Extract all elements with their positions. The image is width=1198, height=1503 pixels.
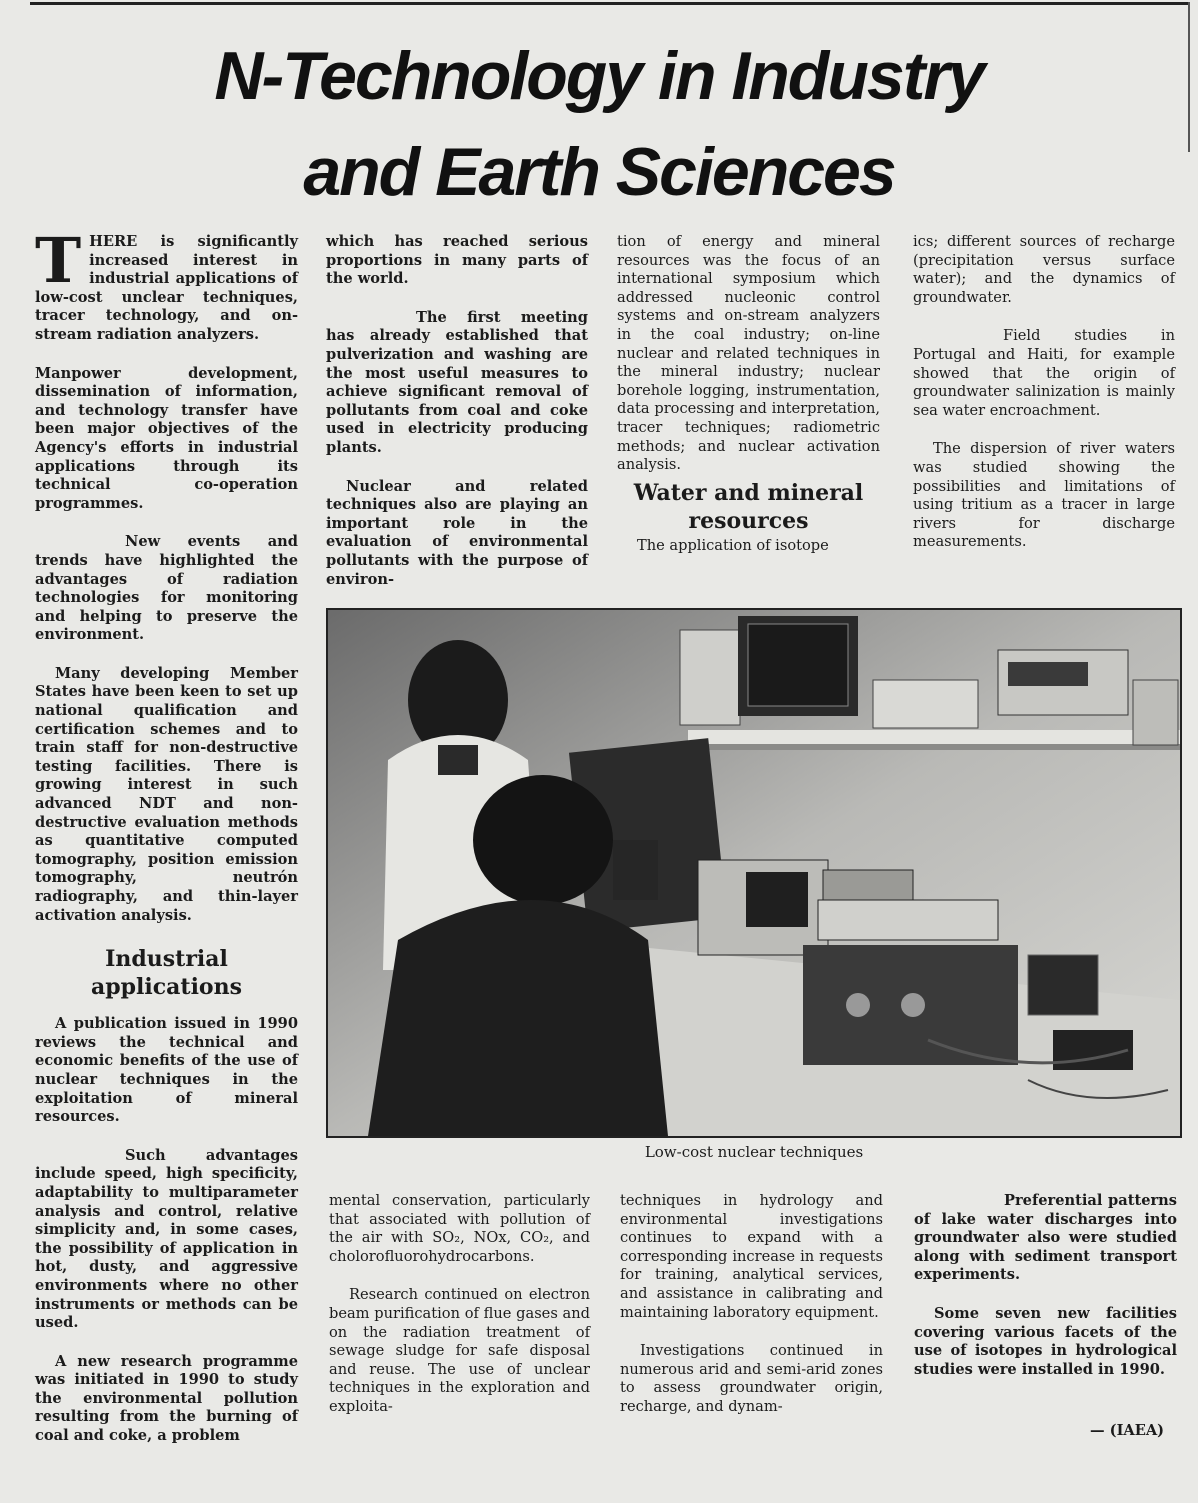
lab-photo [326, 608, 1182, 1138]
col4-bottom-paragraph-2: Some seven new facilities covering various facets of the use of isotopes in hydrological studies were installed in 1990. [914, 1304, 1177, 1378]
column-3-bottom [620, 1192, 883, 1437]
column-1 [35, 224, 298, 1466]
lab-photo-illustration [328, 610, 1180, 1136]
col1-paragraph-3: New events and trends have highlighted the advantages of radiation technologies for monitoring and helping to preserve the environment. [35, 533, 298, 644]
col2-paragraph-1: which has reached serious proportions in many parts of the world. [326, 233, 588, 288]
col2-paragraph-2: The first meeting has already established that pulverization and washing are the most useful measures to achieve significant removal of pollutants from coal and coke used in electricity producing plants. [326, 308, 588, 456]
headline-line-1: N-Technology in Industry [214, 38, 984, 114]
col3-bottom-paragraph-2: Investigations continued in numerous arid and semi-arid zones to assess groundwater origin, recharge, and dynam- [620, 1342, 883, 1415]
col1-paragraph-4: Many developing Member States have been keen to set up national qualification and certification schemes and to train staff for non-destructive testing facilities. There is growing interest in such advanced NDT and non-destructive evaluation methods as quantitative computed tomography, position emission tomography, neutrón radiography, and thin-layer activation analysis. [35, 664, 298, 924]
col4-paragraph-2: Field studies in Portugal and Haiti, for example showed that the origin of groundwater salinization is mainly sea water encroachment. [913, 327, 1175, 419]
col2-bottom-paragraph-1: mental conservation, particularly that associated with pollution of the air with SO₂, NOx, CO₂, and cholorofluorohydrocarbons. [329, 1192, 590, 1265]
headline [0, 28, 1198, 220]
col3-bottom-paragraph-1: techniques in hydrology and environmental investigations continues to expand with a corresponding increase in requests for training, analytical services, and assistance in calibrating and maintaining laboratory equipment. [620, 1192, 883, 1321]
subhead-water-and-mineral-resources: Water and mineral resources [633, 479, 864, 534]
col1-paragraph-1: THERE is significantly increased interest in industrial applications of low-cost unclear techniques, tracer technology, and on-stream radiation analyzers. [35, 224, 298, 343]
col4-bottom-paragraph-1: Preferential patterns of lake water discharges into groundwater also were studied along with sediment transport experiments. [914, 1192, 1177, 1284]
top-rule [30, 2, 1190, 5]
col3-paragraph-2: The application of isotope [637, 536, 829, 554]
col2-bottom-paragraph-2: Research continued on electron beam purification of flue gases and on the radiation treatment of sewage sludge for safe disposal and reuse. The use of unclear techniques in the exploration and exploita- [329, 1286, 590, 1415]
drop-cap: T [35, 224, 82, 297]
column-2-top [326, 233, 588, 609]
column-2-bottom [329, 1192, 590, 1437]
col4-paragraph-3: The dispersion of river waters was studied showing the possibilities and limitations of using tritium as a tracer in large rivers for discharge measurements. [913, 440, 1175, 551]
column-3-top [617, 233, 880, 575]
col1-paragraph-7: A new research programme was initiated in 1990 to study the environmental pollution resulting from the burning of coal and coke, a problem [35, 1352, 298, 1445]
subhead-industrial-applications: Industrial applications [91, 946, 242, 1001]
signoff: — (IAEA) [1090, 1422, 1165, 1439]
photo-caption: Low-cost nuclear techniques [644, 1143, 864, 1161]
column-4-bottom [914, 1192, 1177, 1399]
col4-paragraph-1: ics; different sources of recharge (precipitation versus surface water); and the dynamics of groundwater. [913, 233, 1175, 306]
col2-paragraph-3: Nuclear and related techniques also are playing an important role in the evaluation of environmental pollutants with the purpose of environ- [326, 477, 588, 588]
col1-paragraph-6: Such advantages include speed, high specificity, adaptability to multiparameter analysis and control, relative simplicity and, in some cases, the possibility of application in hot, dusty, and aggressive environments where no other instruments or methods can be used. [35, 1146, 298, 1332]
col1-paragraph-5: A publication issued in 1990 reviews the technical and economic benefits of the use of nuclear techniques in the exploitation of mineral resources. [35, 1015, 298, 1126]
col3-paragraph-1: tion of energy and mineral resources was the focus of an international symposium which addressed nucleonic control systems and on-stream analyzers in the coal industry; on-line nuclear and related techniques in the mineral industry; nuclear borehole logging, instrumentation, data processing and interpretation, tracer techniques; radiometric methods; and nuclear activation analysis. [617, 233, 880, 474]
headline-line-2: and Earth Sciences [303, 134, 895, 210]
column-4-top [913, 233, 1175, 572]
col1-paragraph-2: Manpower development, dissemination of information, and technology transfer have been major objectives of the Agency's efforts in industrial applications through its technical co-operation programmes. [35, 364, 298, 512]
